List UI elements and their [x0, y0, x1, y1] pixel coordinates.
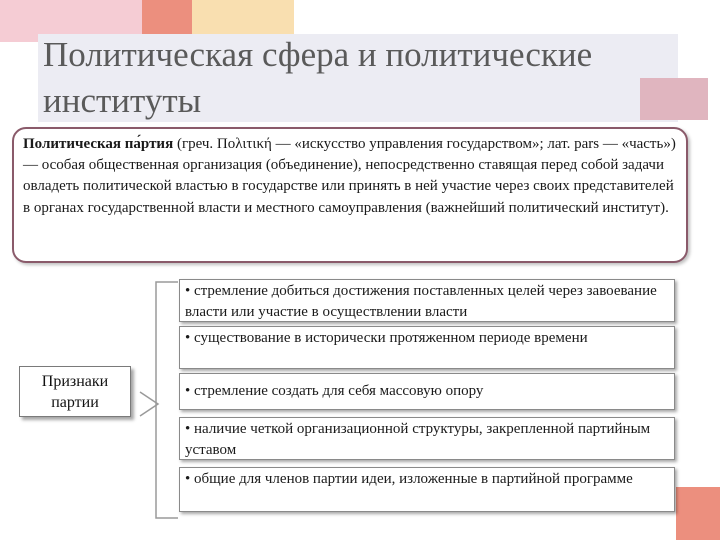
definition-text: (греч. Πολιτική — «искусство управления государством»; лат. pars — «часть») — особая общественная организация (объединение), непосредственно ставящая перед собой задачи овладеть политической властью в государстве или принять в ней участие через своих представителей в органах государственной власти и местного самоуправления (важнейший политический институт). — [23, 136, 676, 216]
page-title: Политическая сфера и политические институты — [43, 35, 593, 120]
definition-box — [12, 127, 688, 263]
brace-connector — [138, 280, 180, 520]
sign-item: • общие для членов партии идеи, изложенные в партийной программе — [179, 467, 675, 512]
sign-item: • стремление создать для себя массовую опору — [179, 373, 675, 410]
sign-item: • стремление добиться достижения поставленных целей через завоевание власти или участие в осуществлении власти — [179, 279, 675, 322]
decor-block-salmon-bottom — [676, 487, 720, 540]
signs-label-box: Признаки партии — [19, 366, 131, 417]
sign-item: • наличие четкой организационной структуры, закрепленной партийным уставом — [179, 417, 675, 460]
definition-term: Политическая па́ртия — [23, 136, 174, 152]
sign-item: • существование в исторически протяженном периоде времени — [179, 326, 675, 369]
